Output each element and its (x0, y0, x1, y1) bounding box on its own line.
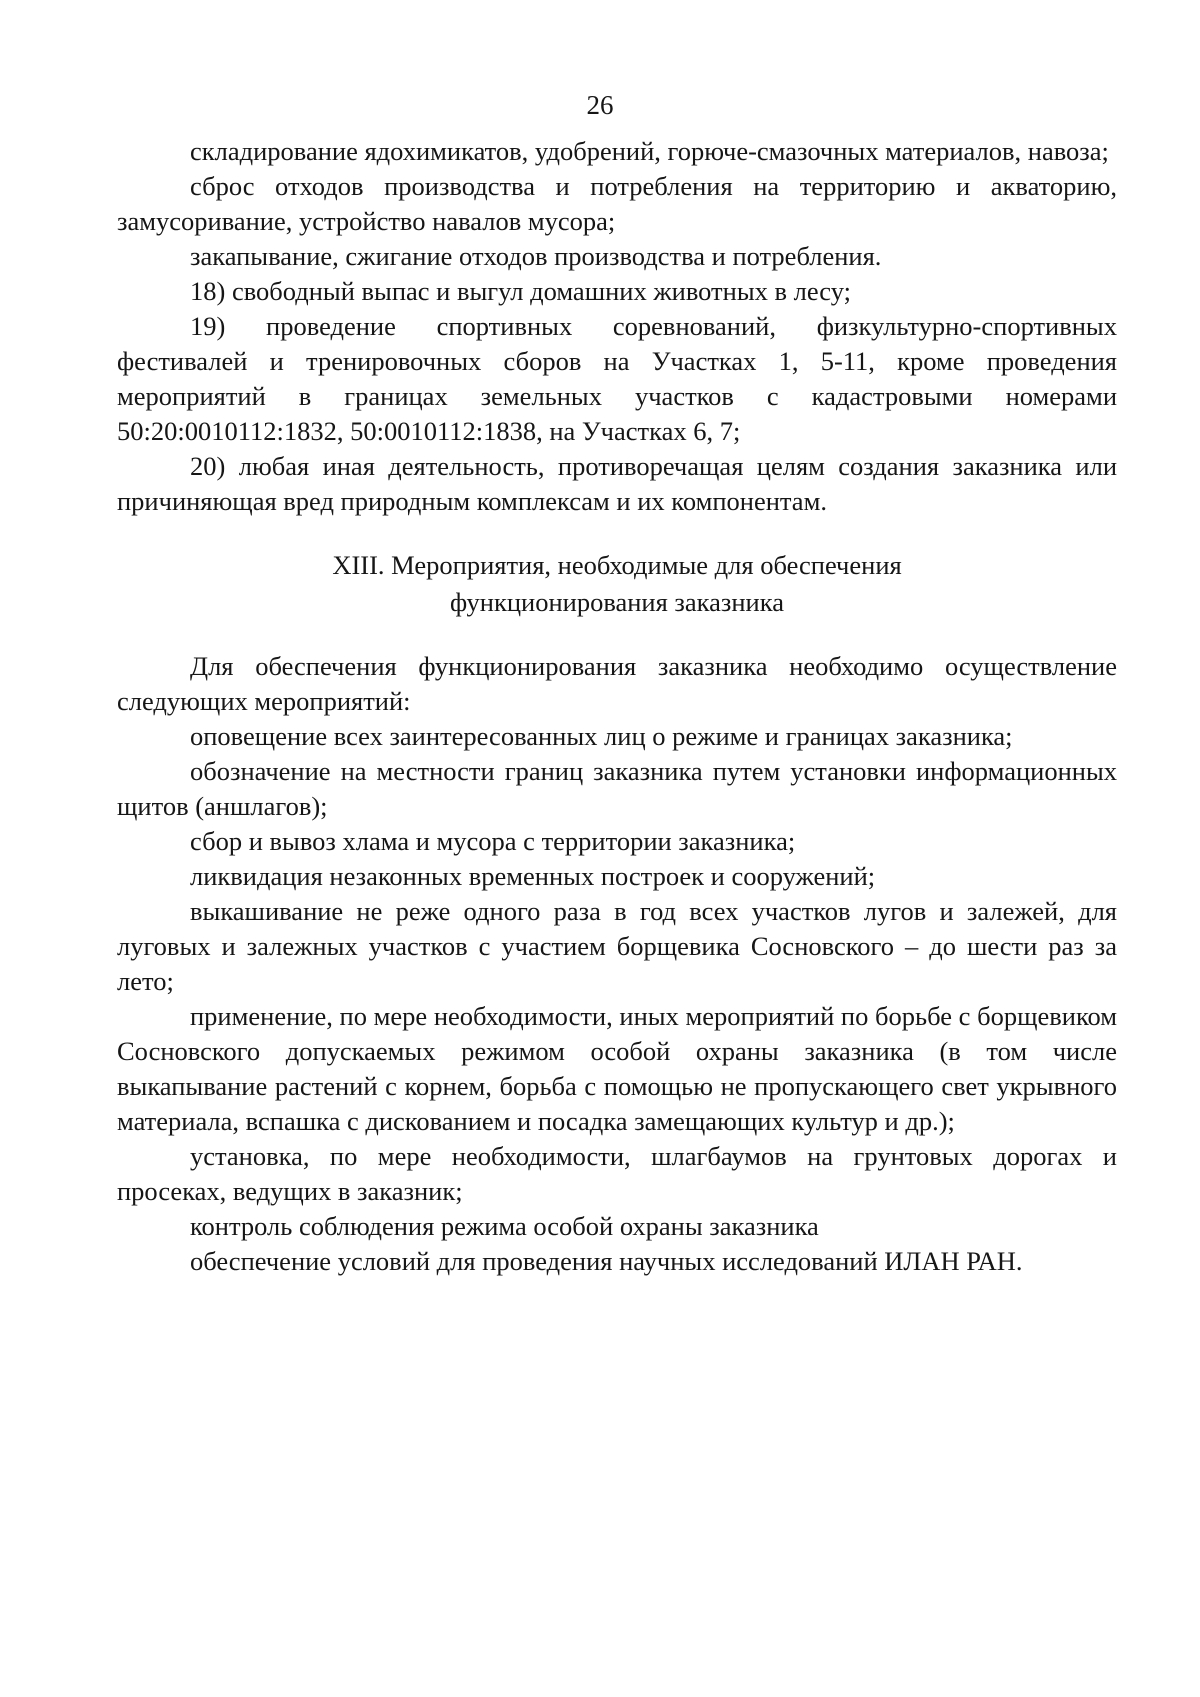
paragraph: 18) свободный выпас и выгул домашних животных в лесу; (190, 276, 851, 306)
paragraph: закапывание, сжигание отходов производства и потребления. (190, 241, 882, 271)
paragraph: 20) любая иная деятельность, противоречащая целям создания заказника или причиняющая вред природным комплексам и их компонентам. (117, 451, 1117, 516)
paragraph: обозначение на местности границ заказника путем установки информационных щитов (аншлагов); (117, 756, 1117, 821)
section-heading-line: XIII. Мероприятия, необходимые для обеспечения (332, 550, 902, 580)
paragraph: обеспечение условий для проведения научных исследований ИЛАН РАН. (190, 1246, 1023, 1276)
section-heading-line: функционирования заказника (450, 587, 784, 617)
paragraph: ликвидация незаконных временных построек и сооружений; (190, 861, 876, 891)
paragraph: складирование ядохимикатов, удобрений, горюче-смазочных материалов, навоза; (190, 136, 1109, 166)
paragraph: установка, по мере необходимости, шлагбаумов на грунтовых дорогах и просеках, ведущих в заказник; (117, 1141, 1117, 1206)
paragraph: сброс отходов производства и потребления на территорию и акваторию, замусоривание, устройство навалов мусора; (117, 171, 1117, 236)
paragraph: Для обеспечения функционирования заказника необходимо осуществление следующих мероприятий: (117, 651, 1117, 716)
paragraph: контроль соблюдения режима особой охраны заказника (190, 1211, 819, 1241)
paragraph: сбор и вывоз хлама и мусора с территории заказника; (190, 826, 796, 856)
page-number: 26 (586, 90, 614, 120)
paragraph: применение, по мере необходимости, иных мероприятий по борьбе с борщевиком Сосновского допускаемых режимом особой охраны заказника (в том числе выкапывание растений с корнем, борьба с помощью не пропускающего свет укрывного материала, вспашка с дискованием и посадка замещающих культур и др.); (117, 1001, 1117, 1136)
paragraph: оповещение всех заинтересованных лиц о режиме и границах заказника; (190, 721, 1013, 751)
paragraph: 19) проведение спортивных соревнований, физкультурно-спортивных фестивалей и тренировочных сборов на Участках 1, 5-11, кроме проведения мероприятий в границах земельных участков с кадастровыми номерами 50:20:0010112:1832, 50:0010112:1838, на Участках 6, 7; (117, 311, 1117, 446)
document-body (117, 134, 1117, 1279)
paragraph: выкашивание не реже одного раза в год всех участков лугов и залежей, для луговых и залежных участков с участием борщевика Сосновского – до шести раз за лето; (117, 896, 1117, 996)
section-heading (117, 547, 1117, 621)
